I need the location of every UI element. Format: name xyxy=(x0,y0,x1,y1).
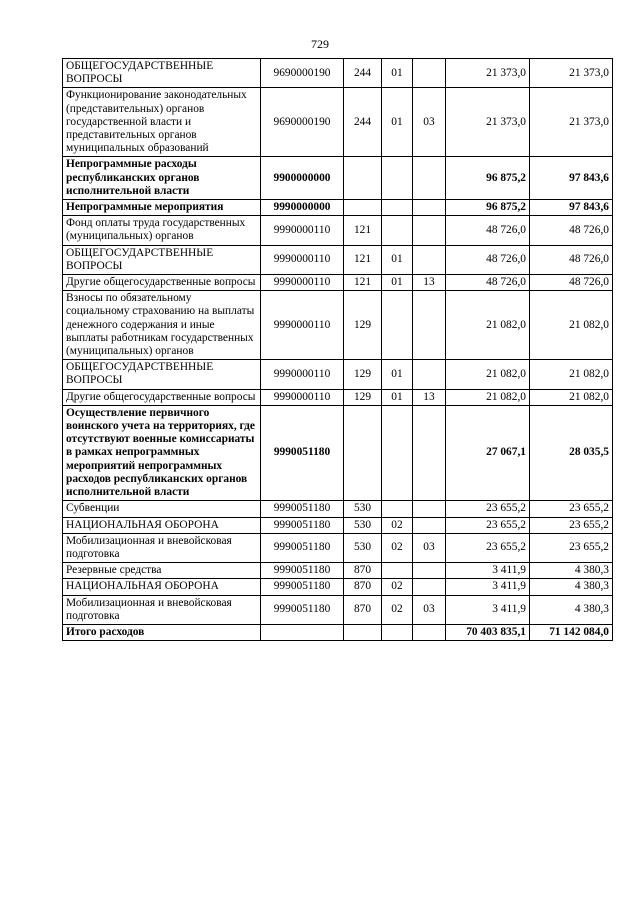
expense-type-cell: 870 xyxy=(344,595,382,624)
section-cell xyxy=(382,216,413,245)
amount-year1-cell: 27 067,1 xyxy=(446,405,530,500)
subsection-cell xyxy=(413,563,446,579)
item-name-cell: Непрограммные мероприятия xyxy=(63,200,261,216)
item-name-cell: Резервные средства xyxy=(63,563,261,579)
target-code-cell: 9990051180 xyxy=(261,533,344,562)
amount-year2-cell: 71 142 084,0 xyxy=(530,624,613,640)
expense-type-cell: 129 xyxy=(344,360,382,389)
section-cell xyxy=(382,563,413,579)
item-name-cell: Субвенции xyxy=(63,501,261,517)
subsection-cell: 03 xyxy=(413,88,446,157)
amount-year2-cell: 48 726,0 xyxy=(530,275,613,291)
target-code-cell: 9990051180 xyxy=(261,501,344,517)
table-row xyxy=(63,200,613,216)
amount-year1-cell: 3 411,9 xyxy=(446,563,530,579)
expense-type-cell xyxy=(344,200,382,216)
amount-year2-cell: 21 082,0 xyxy=(530,389,613,405)
amount-year2-cell: 97 843,6 xyxy=(530,200,613,216)
amount-year1-cell: 48 726,0 xyxy=(446,245,530,274)
table-row xyxy=(63,88,613,157)
target-code-cell: 9990000110 xyxy=(261,216,344,245)
subsection-cell xyxy=(413,291,446,360)
target-code-cell: 9990051180 xyxy=(261,405,344,500)
expense-type-cell xyxy=(344,624,382,640)
amount-year2-cell: 97 843,6 xyxy=(530,157,613,200)
table-row xyxy=(63,579,613,595)
item-name-cell: Осуществление первичного воинского учета на территориях, где отсутствуют военные комиссариаты в рамках непрограммных мероприятий непрограммных расходов республиканских органов исполнительной власти xyxy=(63,405,261,500)
amount-year2-cell: 21 082,0 xyxy=(530,360,613,389)
table-row xyxy=(63,216,613,245)
section-cell: 01 xyxy=(382,360,413,389)
item-name-cell: ОБЩЕГОСУДАРСТВЕННЫЕ ВОПРОСЫ xyxy=(63,245,261,274)
item-name-cell: НАЦИОНАЛЬНАЯ ОБОРОНА xyxy=(63,517,261,533)
amount-year2-cell: 4 380,3 xyxy=(530,595,613,624)
amount-year1-cell: 96 875,2 xyxy=(446,200,530,216)
target-code-cell: 9990000110 xyxy=(261,275,344,291)
item-name-cell: Фонд оплаты труда государственных (муниципальных) органов xyxy=(63,216,261,245)
item-name-cell: НАЦИОНАЛЬНАЯ ОБОРОНА xyxy=(63,579,261,595)
amount-year2-cell: 48 726,0 xyxy=(530,245,613,274)
amount-year2-cell: 4 380,3 xyxy=(530,563,613,579)
table-row xyxy=(63,563,613,579)
target-code-cell: 9990051180 xyxy=(261,595,344,624)
table-row xyxy=(63,59,613,88)
subsection-cell: 03 xyxy=(413,595,446,624)
subsection-cell xyxy=(413,157,446,200)
amount-year1-cell: 23 655,2 xyxy=(446,501,530,517)
item-name-cell: ОБЩЕГОСУДАРСТВЕННЫЕ ВОПРОСЫ xyxy=(63,59,261,88)
amount-year2-cell: 21 373,0 xyxy=(530,59,613,88)
amount-year1-cell: 21 082,0 xyxy=(446,389,530,405)
table-row xyxy=(63,624,613,640)
subsection-cell xyxy=(413,579,446,595)
section-cell: 02 xyxy=(382,595,413,624)
expense-type-cell: 530 xyxy=(344,533,382,562)
section-cell: 01 xyxy=(382,59,413,88)
target-code-cell: 9990051180 xyxy=(261,563,344,579)
expense-type-cell: 129 xyxy=(344,291,382,360)
section-cell: 01 xyxy=(382,389,413,405)
target-code-cell: 9990000000 xyxy=(261,200,344,216)
target-code-cell xyxy=(261,624,344,640)
amount-year1-cell: 3 411,9 xyxy=(446,595,530,624)
item-name-cell: Непрограммные расходы республиканских органов исполнительной власти xyxy=(63,157,261,200)
expense-type-cell: 870 xyxy=(344,579,382,595)
amount-year1-cell: 70 403 835,1 xyxy=(446,624,530,640)
amount-year1-cell: 48 726,0 xyxy=(446,216,530,245)
table-row xyxy=(63,517,613,533)
table-row xyxy=(63,275,613,291)
target-code-cell: 9690000190 xyxy=(261,59,344,88)
subsection-cell xyxy=(413,360,446,389)
table-row xyxy=(63,157,613,200)
item-name-cell: ОБЩЕГОСУДАРСТВЕННЫЕ ВОПРОСЫ xyxy=(63,360,261,389)
amount-year2-cell: 23 655,2 xyxy=(530,517,613,533)
target-code-cell: 9990000110 xyxy=(261,245,344,274)
amount-year2-cell: 23 655,2 xyxy=(530,533,613,562)
section-cell xyxy=(382,624,413,640)
section-cell xyxy=(382,501,413,517)
table-row xyxy=(63,389,613,405)
amount-year1-cell: 23 655,2 xyxy=(446,533,530,562)
item-name-cell: Взносы по обязательному социальному страхованию на выплаты денежного содержания и иные выплаты работникам государственных (муниципальных) органов xyxy=(63,291,261,360)
amount-year1-cell: 23 655,2 xyxy=(446,517,530,533)
table-row xyxy=(63,533,613,562)
expense-type-cell xyxy=(344,157,382,200)
subsection-cell xyxy=(413,405,446,500)
target-code-cell: 9990000110 xyxy=(261,291,344,360)
budget-table-body xyxy=(63,59,613,641)
amount-year2-cell: 21 373,0 xyxy=(530,88,613,157)
amount-year2-cell: 48 726,0 xyxy=(530,216,613,245)
subsection-cell xyxy=(413,501,446,517)
item-name-cell: Мобилизационная и вневойсковая подготовка xyxy=(63,533,261,562)
expense-type-cell: 129 xyxy=(344,389,382,405)
expense-type-cell: 121 xyxy=(344,245,382,274)
amount-year1-cell: 96 875,2 xyxy=(446,157,530,200)
amount-year2-cell: 4 380,3 xyxy=(530,579,613,595)
section-cell: 01 xyxy=(382,275,413,291)
amount-year1-cell: 21 082,0 xyxy=(446,291,530,360)
section-cell: 02 xyxy=(382,579,413,595)
table-row xyxy=(63,291,613,360)
expense-type-cell: 244 xyxy=(344,59,382,88)
amount-year1-cell: 3 411,9 xyxy=(446,579,530,595)
amount-year2-cell: 23 655,2 xyxy=(530,501,613,517)
table-row xyxy=(63,405,613,500)
item-name-cell: Другие общегосударственные вопросы xyxy=(63,389,261,405)
target-code-cell: 9900000000 xyxy=(261,157,344,200)
table-row xyxy=(63,245,613,274)
section-cell: 01 xyxy=(382,88,413,157)
table-row xyxy=(63,501,613,517)
section-cell xyxy=(382,291,413,360)
amount-year1-cell: 21 373,0 xyxy=(446,59,530,88)
item-name-cell: Другие общегосударственные вопросы xyxy=(63,275,261,291)
section-cell: 02 xyxy=(382,533,413,562)
section-cell: 01 xyxy=(382,245,413,274)
section-cell xyxy=(382,157,413,200)
section-cell: 02 xyxy=(382,517,413,533)
target-code-cell: 9990051180 xyxy=(261,517,344,533)
subsection-cell xyxy=(413,216,446,245)
item-name-cell: Итого расходов xyxy=(63,624,261,640)
amount-year1-cell: 48 726,0 xyxy=(446,275,530,291)
subsection-cell xyxy=(413,200,446,216)
subsection-cell xyxy=(413,245,446,274)
expense-type-cell xyxy=(344,405,382,500)
subsection-cell xyxy=(413,624,446,640)
amount-year1-cell: 21 082,0 xyxy=(446,360,530,389)
subsection-cell xyxy=(413,59,446,88)
budget-table xyxy=(62,58,613,641)
expense-type-cell: 530 xyxy=(344,517,382,533)
item-name-cell: Мобилизационная и вневойсковая подготовка xyxy=(63,595,261,624)
subsection-cell: 03 xyxy=(413,533,446,562)
section-cell xyxy=(382,200,413,216)
table-row xyxy=(63,360,613,389)
target-code-cell: 9990000110 xyxy=(261,360,344,389)
amount-year2-cell: 21 082,0 xyxy=(530,291,613,360)
expense-type-cell: 244 xyxy=(344,88,382,157)
page-number: 729 xyxy=(311,37,329,51)
expense-type-cell: 530 xyxy=(344,501,382,517)
subsection-cell: 13 xyxy=(413,389,446,405)
subsection-cell: 13 xyxy=(413,275,446,291)
target-code-cell: 9690000190 xyxy=(261,88,344,157)
subsection-cell xyxy=(413,517,446,533)
expense-type-cell: 121 xyxy=(344,275,382,291)
section-cell xyxy=(382,405,413,500)
amount-year2-cell: 28 035,5 xyxy=(530,405,613,500)
target-code-cell: 9990000110 xyxy=(261,389,344,405)
expense-type-cell: 870 xyxy=(344,563,382,579)
amount-year1-cell: 21 373,0 xyxy=(446,88,530,157)
target-code-cell: 9990051180 xyxy=(261,579,344,595)
expense-type-cell: 121 xyxy=(344,216,382,245)
table-row xyxy=(63,595,613,624)
item-name-cell: Функционирование законодательных (представительных) органов государственной власти и представительных органов муниципальных образований xyxy=(63,88,261,157)
